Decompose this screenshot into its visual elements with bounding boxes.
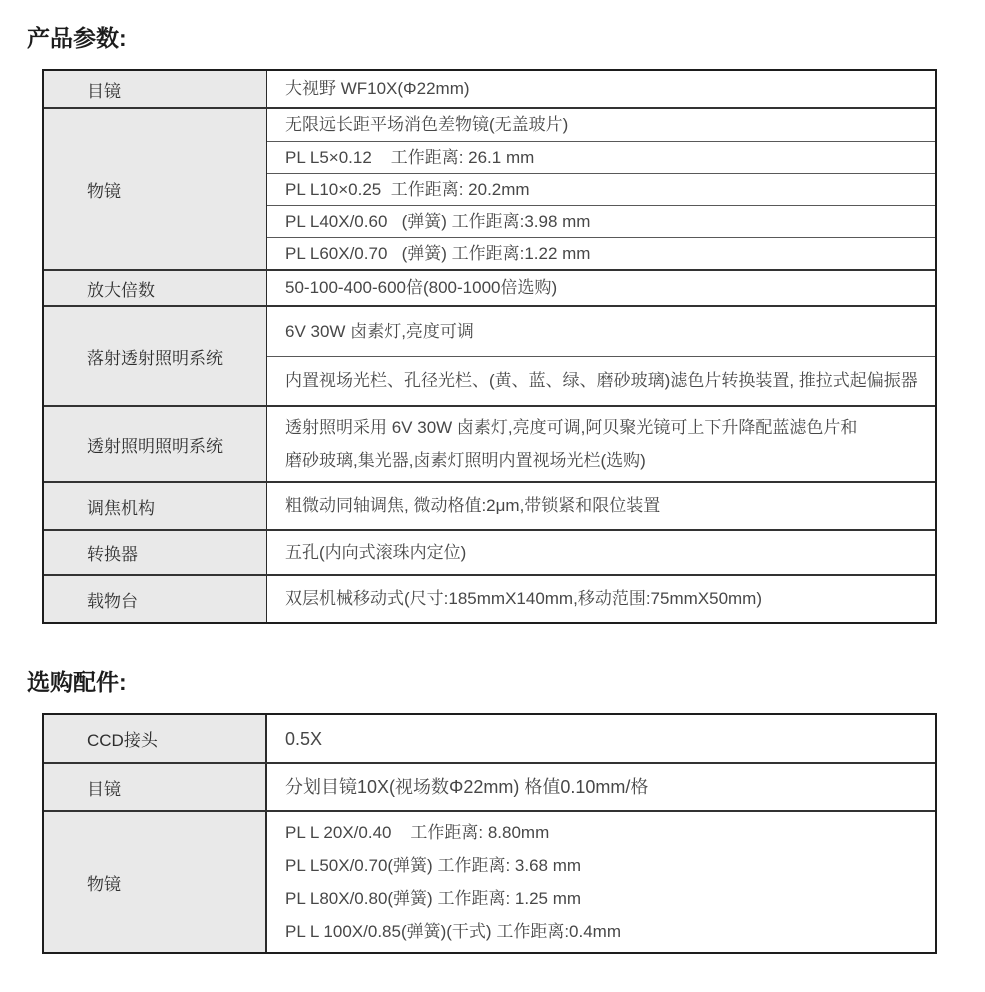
row-value-group [267,764,935,810]
table-row [44,305,935,405]
optional-accessories-table [42,713,937,954]
row-value-group [267,307,935,405]
spec-value: 无限远长距平场消色差物镜(无盖玻片) [285,115,569,134]
table-row [44,574,935,622]
row-value-group [267,812,935,952]
row-value-group [267,71,935,107]
row-label: CCD接头 [44,715,267,762]
table-row [44,715,935,762]
table-row [44,810,935,952]
row-value-group [267,531,935,574]
spec-value: 0.5X [285,728,323,749]
row-value-group [267,271,935,305]
spec-value: PL L50X/0.70(弹簧) 工作距离: 3.68 mm [285,855,582,875]
row-label: 目镜 [44,71,267,107]
row-label: 物镜 [44,812,267,952]
spec-value: 大视野 WF10X(Φ22mm) [285,79,470,98]
row-value-group [267,407,935,481]
spec-value: 粗微动同轴调焦, 微动格值:2μm,带锁紧和限位装置 [285,496,661,515]
row-label: 转换器 [44,531,267,574]
spec-value: 双层机械移动式(尺寸:185mmX140mm,移动范围:75mmX50mm) [285,589,763,608]
row-value-group [267,109,935,269]
table-row [44,762,935,810]
spec-value: 内置视场光栏、孔径光栏、(黄、蓝、绿、磨砂玻璃)滤色片转换装置, 推拉式起偏振器 [267,356,935,405]
spec-value: 五孔(内向式滚珠内定位) [285,542,467,562]
spec-value: 透射照明采用 6V 30W 卤素灯,亮度可调,阿贝聚光镜可上下升降配蓝滤色片和 [285,417,858,437]
spec-value: PL L 20X/0.40 工作距离: 8.80mm [285,822,550,842]
spec-value: PL L60X/0.70 (弹簧) 工作距离:1.22 mm [267,237,935,269]
spec-value: 分划目镜10X(视场数Φ22mm) 格值0.10mm/格 [285,777,649,797]
spec-value: 磨砂玻璃,集光器,卤素灯照明内置视场光栏(选购) [285,450,646,470]
table-row [44,481,935,529]
product-params-table [42,69,937,624]
row-label: 落射透射照明系统 [44,307,267,405]
spec-value: 6V 30W 卤素灯,亮度可调 [285,321,474,341]
row-value-group [267,715,935,762]
section-title-product-params: 产品参数: [27,25,127,51]
row-label: 物镜 [44,109,267,269]
row-value-group [267,483,935,529]
row-value-group [267,576,935,622]
spec-value: PL L80X/0.80(弹簧) 工作距离: 1.25 mm [285,888,582,908]
row-label: 放大倍数 [44,271,267,305]
spec-value: 50-100-400-600倍(800-1000倍选购) [285,278,558,297]
table-row [44,269,935,305]
row-label: 调焦机构 [44,483,267,529]
section-title-optional-accessories: 选购配件: [27,669,127,695]
spec-value: PL L40X/0.60 (弹簧) 工作距离:3.98 mm [267,205,935,237]
table-row [44,529,935,574]
spec-value: PL L10×0.25 工作距离: 20.2mm [267,173,935,205]
row-label: 目镜 [44,764,267,810]
row-label: 载物台 [44,576,267,622]
spec-value: PL L 100X/0.85(弹簧)(干式) 工作距离:0.4mm [285,921,621,941]
row-label: 透射照明照明系统 [44,407,267,481]
table-row [44,107,935,269]
table-row [44,405,935,481]
table-row [44,71,935,107]
spec-value: PL L5×0.12 工作距离: 26.1 mm [267,141,935,173]
